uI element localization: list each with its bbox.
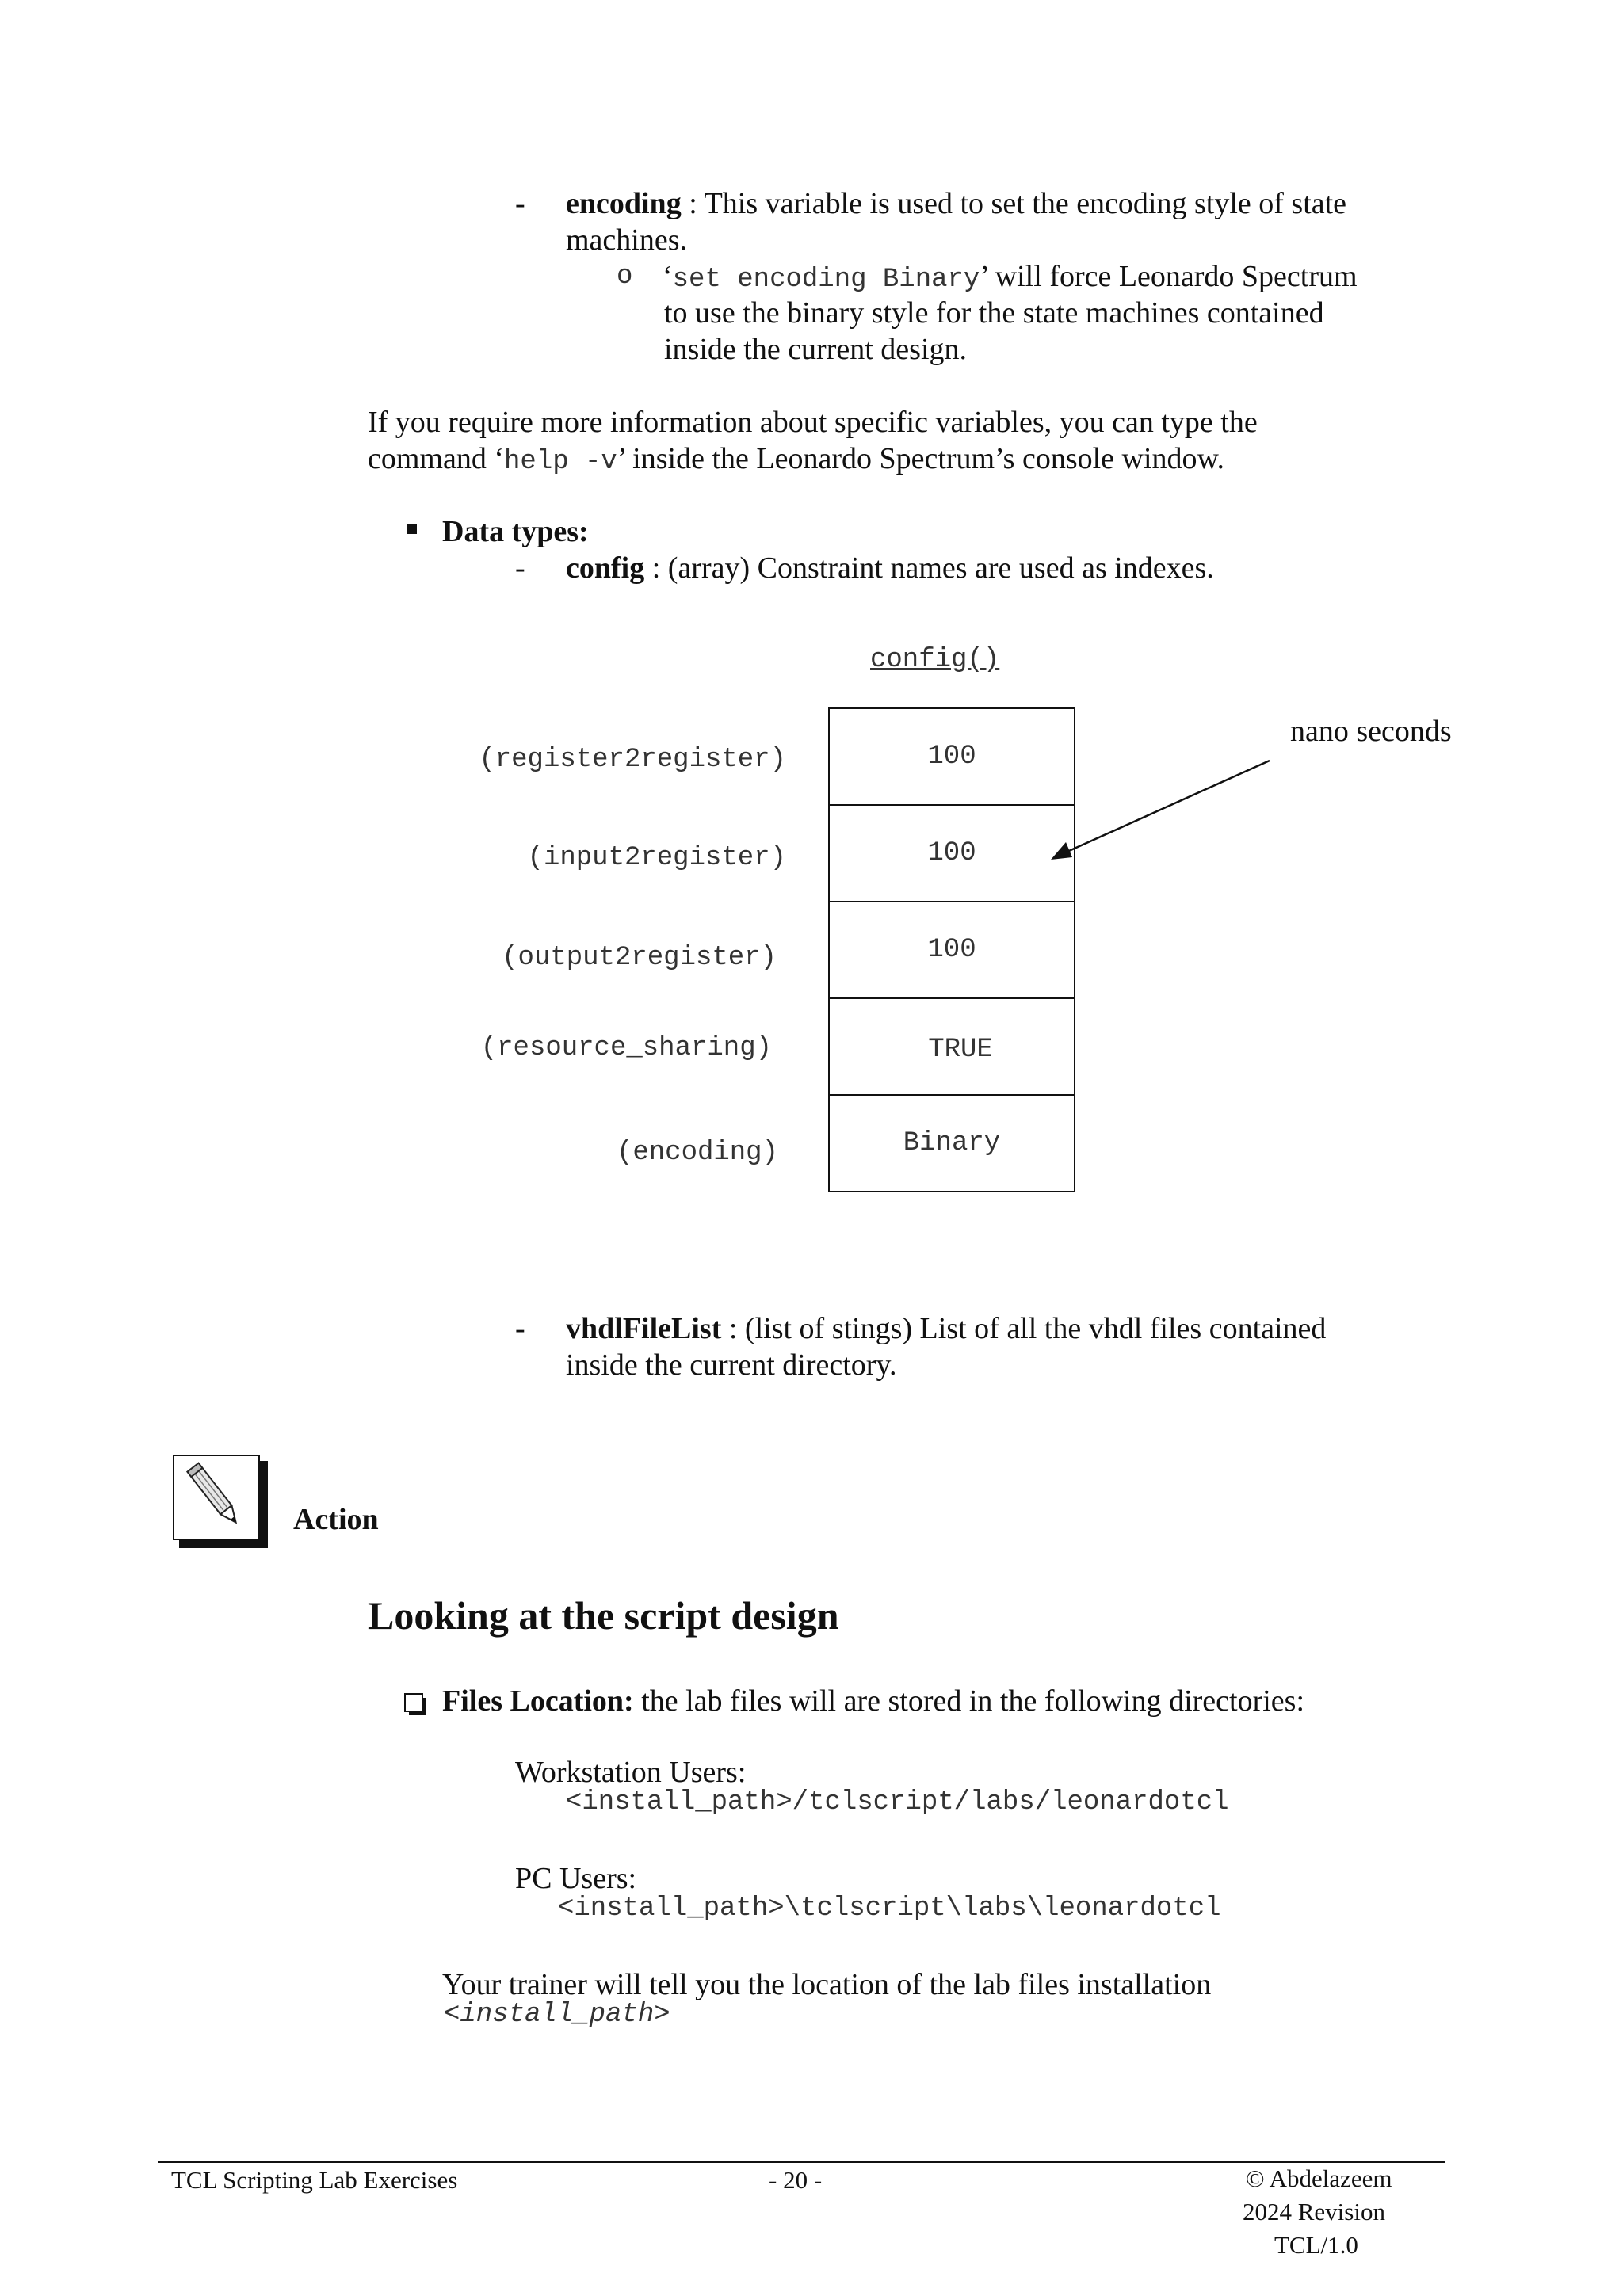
encoding-sub-line3: inside the current design.: [664, 333, 968, 366]
encoding-sub-line1-rest: will force Leonardo Spectrum: [987, 260, 1358, 293]
vhdl-description: [566, 1310, 1326, 1347]
footer-revision: 2024 Revision: [1243, 2198, 1385, 2225]
cell-value: TRUE: [928, 1035, 993, 1065]
action-label: Action: [293, 1503, 379, 1536]
list-bullet-dash: -: [515, 187, 525, 220]
row-label-encoding: (encoding): [616, 1138, 778, 1168]
trainer-install-path: <install_path>: [444, 2000, 670, 2030]
cell-value: Binary: [903, 1128, 1001, 1158]
arrow-head: [1051, 842, 1072, 860]
footer-version: TCL/1.0: [1274, 2231, 1358, 2259]
cell-value: 100: [927, 935, 976, 965]
files-location-desc: the lab files will are stored in the following directories:: [633, 1684, 1305, 1718]
sub-bullet: o: [617, 261, 633, 292]
config-term: config: [566, 551, 645, 585]
pc-path: <install_path>\tclscript\labs\leonardotcl: [558, 1894, 1221, 1924]
pc-users-label: PC Users:: [515, 1862, 637, 1895]
vhdl-desc-line2: inside the current directory.: [566, 1348, 897, 1382]
config-desc: : (array) Constraint names are used as indexes.: [644, 551, 1214, 585]
nano-seconds-annotation: nano seconds: [1290, 715, 1452, 748]
help-line2-post: ’ inside the Leonardo Spectrum’s console window.: [617, 442, 1225, 475]
set-encoding-code: set encoding Binary: [672, 265, 980, 295]
files-location-line: [442, 1683, 1304, 1719]
list-bullet-dash: -: [515, 551, 525, 585]
encoding-desc-line2: machines.: [566, 223, 688, 257]
encoding-sub-line2: to use the binary style for the state machines contained: [664, 296, 1324, 330]
row-label-resource-sharing: (resource_sharing): [480, 1033, 772, 1063]
quote-open: ‘: [663, 260, 673, 293]
trainer-line: Your trainer will tell you the location of the lab files installation: [442, 1968, 1212, 2001]
encoding-desc-line1: : This variable is used to set the encoding style of state: [681, 187, 1347, 220]
action-icon-box: [173, 1455, 268, 1548]
vhdl-desc-line1: : (list of stings) List of all the vhdl files contained: [721, 1312, 1327, 1345]
workstation-users-label: Workstation Users:: [515, 1756, 747, 1789]
footer-page-number: - 20 -: [769, 2166, 823, 2194]
cell-value: 100: [927, 742, 976, 772]
workstation-path: <install_path>/tclscript/labs/leonardotcl: [566, 1787, 1229, 1817]
cell-value: 100: [927, 838, 976, 868]
config-table-title: config(): [870, 645, 1000, 675]
encoding-term: encoding: [566, 187, 682, 220]
help-v-code: help -v: [504, 447, 617, 477]
footer-copyright: © Abdelazeem: [1246, 2164, 1392, 2192]
help-paragraph-line1: If you require more information about specific variables, you can type the: [368, 406, 1258, 439]
footer-left: TCL Scripting Lab Exercises: [171, 2166, 458, 2194]
files-location-label: Files Location:: [442, 1684, 634, 1718]
vhdl-term: vhdlFileList: [566, 1312, 722, 1345]
list-bullet-dash: -: [515, 1312, 525, 1345]
section-heading: Looking at the script design: [368, 1593, 839, 1638]
row-label-register2register: (register2register): [479, 745, 786, 775]
row-label-output2register: (output2register): [502, 943, 777, 973]
arrow-line: [1062, 761, 1270, 854]
pencil-icon: [173, 1455, 260, 1540]
help-line2-pre: command ‘: [368, 442, 505, 475]
checkbox-bullet-icon: [404, 1693, 423, 1712]
row-label-input2register: (input2register): [527, 843, 786, 873]
data-types-heading: Data types:: [442, 515, 589, 548]
footer-divider: [158, 2161, 1445, 2163]
quote-close: ’: [980, 260, 988, 293]
